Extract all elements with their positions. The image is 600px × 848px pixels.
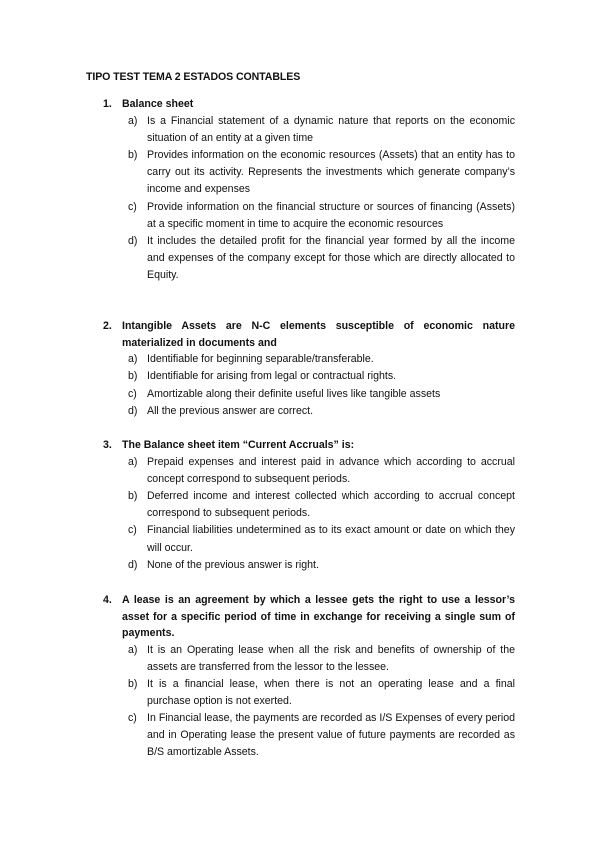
option-text: It includes the detailed profit for the financial year formed by all the income and expenses of the company except for those which are directly allocated to Equity. <box>147 235 515 282</box>
option-c <box>103 710 515 761</box>
option-b <box>103 147 515 199</box>
option-letter: b) <box>128 490 138 502</box>
option-letter: a) <box>128 114 138 127</box>
option-text: Financial liabilities undetermined as to its exact amount or date on which they will occur. <box>147 524 515 554</box>
document-title: TIPO TEST TEMA 2 ESTADOS CONTABLES <box>86 71 301 83</box>
option-a <box>103 642 515 676</box>
option-a <box>103 454 515 488</box>
option-letter: a) <box>128 643 138 656</box>
option-text: It is an Operating lease when all the risk and benefits of ownership of the assets are transferred from the lessor to the lessee. <box>147 643 515 673</box>
option-letter: b) <box>128 370 138 383</box>
option-text: Identifiable for arising from legal or contractual rights. <box>147 370 397 383</box>
option-letter: d) <box>128 404 138 417</box>
question-1 <box>103 96 515 285</box>
option-letter: c) <box>128 200 137 213</box>
question-heading <box>103 96 515 113</box>
question-number: 3. <box>103 439 112 451</box>
option-b <box>103 488 515 522</box>
option-letter: b) <box>128 677 138 690</box>
option-text: Provide information on the financial structure or sources of financing (Assets) at a specific moment in time to acquire the economic resources <box>147 200 515 230</box>
option-text: In Financial lease, the payments are recorded as I/S Expenses of every period and in Operating lease the present value of future payments are recorded as B/S amortizable Assets. <box>147 712 515 759</box>
question-3 <box>103 437 515 574</box>
option-list <box>103 454 515 574</box>
question-text: The Balance sheet item “Current Accruals” is: <box>122 439 355 451</box>
option-list <box>103 113 515 285</box>
option-letter: a) <box>128 353 138 366</box>
option-list <box>103 351 515 420</box>
option-d <box>103 403 515 420</box>
question-text: A lease is an agreement by which a lessee gets the right to use a lessor’s asset for a specific period of time in exchange for receiving a single sum of payments. <box>122 594 515 640</box>
option-letter: d) <box>128 235 138 248</box>
option-a <box>103 351 515 368</box>
option-letter: c) <box>128 387 137 400</box>
option-letter: b) <box>128 149 138 161</box>
option-letter: c) <box>128 524 137 537</box>
option-a <box>103 113 515 147</box>
option-text: Amortizable along their definite useful lives like tangible assets <box>147 387 441 400</box>
option-d <box>103 233 515 285</box>
question-heading <box>103 318 515 351</box>
option-letter: a) <box>128 455 138 468</box>
question-number: 4. <box>103 594 112 606</box>
option-text: Prepaid expenses and interest paid in advance which according to accrual concept correspond to subsequent periods. <box>147 455 515 485</box>
option-text: Deferred income and interest collected which according to accrual concept correspond to subsequent periods. <box>147 490 515 520</box>
option-text: Is a Financial statement of a dynamic nature that reports on the economic situation of an entity at a given time <box>147 114 515 144</box>
option-c <box>103 386 515 403</box>
option-text: None of the previous answer is right. <box>147 558 319 571</box>
question-text: Intangible Assets are N-C elements susceptible of economic nature materialized in documents and <box>122 320 515 349</box>
question-heading <box>103 592 515 642</box>
option-list <box>103 642 515 762</box>
option-text: All the previous answer are correct. <box>147 404 314 417</box>
option-b <box>103 368 515 385</box>
question-4 <box>103 592 515 761</box>
option-b <box>103 676 515 710</box>
option-d <box>103 557 515 574</box>
option-c <box>103 522 515 556</box>
option-letter: d) <box>128 558 138 571</box>
question-number: 1. <box>103 98 112 110</box>
option-c <box>103 199 515 233</box>
option-text: Provides information on the economic resources (Assets) that an entity has to carry out its activity. Represents the investments which generate company’s income and expenses <box>147 149 515 196</box>
question-heading <box>103 437 515 454</box>
question-2 <box>103 318 515 420</box>
option-text: It is a financial lease, when there is not an operating lease and a final purchase option is not exerted. <box>147 677 515 708</box>
question-text: Balance sheet <box>122 98 194 110</box>
option-text: Identifiable for beginning separable/transferable. <box>147 353 374 366</box>
question-number: 2. <box>103 320 112 332</box>
option-letter: c) <box>128 712 137 725</box>
